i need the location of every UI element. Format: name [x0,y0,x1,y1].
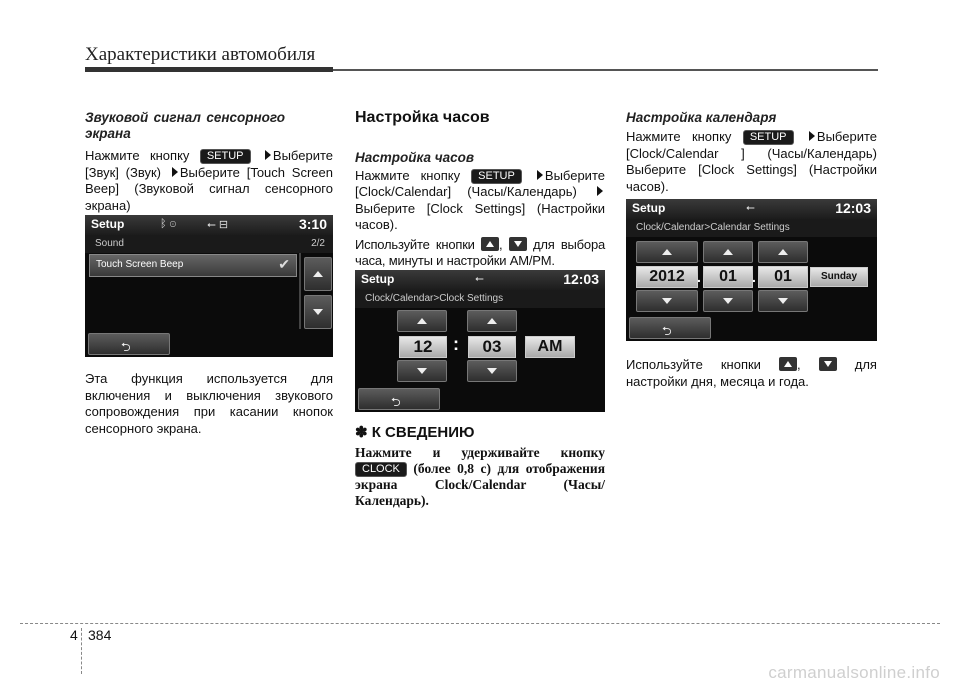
text: Выберите [Clock Settings] (Настройки часов). [355,200,605,232]
touch-beep-item[interactable] [89,254,297,277]
touch-beep-label: Touch Screen Beep [96,259,184,270]
arrow-up-icon [487,318,497,324]
header-rule-thick [85,67,333,72]
calendar-instructions [626,129,877,195]
column-clock-settings [355,110,605,270]
year-up-button[interactable] [636,241,698,263]
sound-subheader [85,235,333,253]
arrow-down-icon [313,309,323,315]
arrow-up-icon [417,318,427,324]
date-separator: . [697,269,701,285]
minute-down-button[interactable] [467,360,517,382]
setup-key: SETUP [743,130,794,145]
clock-section-title: Настройка часов [355,109,490,126]
back-button[interactable] [88,333,170,355]
text: для выбора часа, минуты и настройки AM/PM. [355,236,606,268]
touch-beep-heading: Звуковой сигнал сенсорного экрана [85,110,285,141]
breadcrumb-text: Clock/Calendar>Clock Settings [365,293,504,304]
screen-title: Setup [91,217,125,231]
triangle-right-icon [265,150,271,160]
screen-time: 12:03 [835,200,871,216]
back-icon: ⮌ [662,324,672,338]
usb-icon: ⭠ ⊟ [207,219,229,231]
arrow-down-icon [819,357,837,371]
back-button[interactable] [629,317,711,339]
page-number: 384 [88,627,112,643]
year-down-button[interactable] [636,290,698,312]
page-indicator: 2/2 [311,238,325,249]
text: Выберите [Clock/Calendar] (Часы/Календарь) [355,167,605,199]
arrow-down-icon [778,298,788,304]
text: Нажмите кнопку [85,148,190,163]
minute-up-button[interactable] [467,310,517,332]
sound-label: Sound [95,238,124,249]
time-colon: : [453,334,459,354]
calendar-description: Используйте кнопки , для настройки дня, месяца и года. [626,357,877,389]
column-touch-beep [85,110,333,214]
clock-subheading: Настройка часов [355,149,475,165]
text: Используйте кнопки [355,236,475,252]
text: Нажмите кнопку [626,129,732,144]
back-icon: ⮌ [121,340,131,354]
day-down-button[interactable] [758,290,808,312]
header-rule-thin [333,69,878,71]
ampm-toggle[interactable]: AM [525,336,575,358]
chapter-number: 4 [70,627,78,643]
clock-instructions [355,168,605,234]
arrow-down-icon [723,298,733,304]
hour-value[interactable]: 12 [399,336,447,358]
triangle-right-icon [537,170,543,180]
column-calendar-settings [626,110,877,195]
arrow-up-icon [778,249,788,255]
weekday-label: Sunday [810,267,868,287]
arrow-down-icon [662,298,672,304]
screen-calendar-settings [626,199,877,341]
note-text [355,445,605,509]
footer-divider [20,623,940,624]
status-bar [626,199,877,219]
usb-icon: ⭠ [475,273,484,285]
hour-up-button[interactable] [397,310,447,332]
clock-key: CLOCK [355,462,407,477]
triangle-right-icon [172,167,178,177]
setup-key: SETUP [200,149,251,164]
text: (более 0,8 с) для отображения экрана Clock/Calendar (Часы/Календарь). [355,460,605,508]
breadcrumb [626,219,877,237]
year-value[interactable]: 2012 [636,266,698,288]
back-icon: ⮌ [391,395,401,409]
breadcrumb-text: Clock/Calendar>Calendar Settings [636,222,790,233]
screen-sound-setup [85,215,333,357]
status-bar [355,270,605,290]
screen-time: 3:10 [298,216,327,232]
back-button[interactable] [358,388,440,410]
month-value[interactable]: 01 [703,266,753,288]
touch-beep-description [85,371,333,437]
scrollbar-track [299,253,301,329]
screen-title: Setup [632,201,666,215]
touch-beep-instructions [85,148,333,214]
breadcrumb [355,290,605,308]
setup-key: SETUP [471,169,522,184]
text: Нажмите и удерживайте кнопку [355,444,605,460]
clock-buttons-text: Используйте кнопки , для выбора часа, минуты и настройки AM/PM. [355,236,606,268]
text: Выберите [Touch Screen Beep] (Звуковой сигнал сенсорного экрана) [85,164,333,213]
text: Выберите [Звук] (Звук) [85,148,333,180]
month-down-button[interactable] [703,290,753,312]
text: Нажмите кнопку [355,167,461,183]
month-up-button[interactable] [703,241,753,263]
page-header-title: Характеристики автомобиля [85,44,316,65]
note-title: ✽ К СВЕДЕНИЮ [355,424,475,441]
text: Выберите [Clock/Calendar ] (Часы/Календарь) Выберите [Clock Settings] (Настройки часов). [626,129,877,194]
description-text: Эта функция используется для включения и выключения звукового сопровождения при касании кнопок сенсорного экрана. [85,371,333,436]
checkmark-icon: ✔ [278,256,290,272]
triangle-right-icon [809,131,815,141]
calendar-buttons-text [626,357,877,390]
text: для настройки дня, месяца и года. [626,357,877,389]
arrow-down-icon [417,368,427,374]
watermark: carmanualsonline.info [768,663,940,682]
arrow-up-icon [723,249,733,255]
bluetooth-icon: ᛒ ⊙ [160,218,177,230]
triangle-right-icon [597,186,603,196]
arrow-up-icon [662,249,672,255]
day-up-button[interactable] [758,241,808,263]
arrow-down-icon [487,368,497,374]
footer-vertical-divider [81,628,82,674]
clock-note [355,425,605,509]
arrow-down-icon [509,237,527,251]
text: Используйте кнопки [626,357,761,372]
screen-clock-settings [355,270,605,412]
hour-down-button[interactable] [397,360,447,382]
status-bar [85,215,333,235]
scroll-up-button[interactable] [304,257,332,291]
scroll-down-button[interactable] [304,295,332,329]
minute-value[interactable]: 03 [468,336,516,358]
date-separator: . [752,269,756,285]
calendar-subheading: Настройка календаря [626,110,777,125]
screen-time: 12:03 [563,271,599,287]
usb-icon: ⭠ [746,202,755,214]
arrow-up-icon [481,237,499,251]
arrow-up-icon [779,357,797,371]
day-value[interactable]: 01 [758,266,808,288]
arrow-up-icon [313,271,323,277]
screen-title: Setup [361,272,395,286]
